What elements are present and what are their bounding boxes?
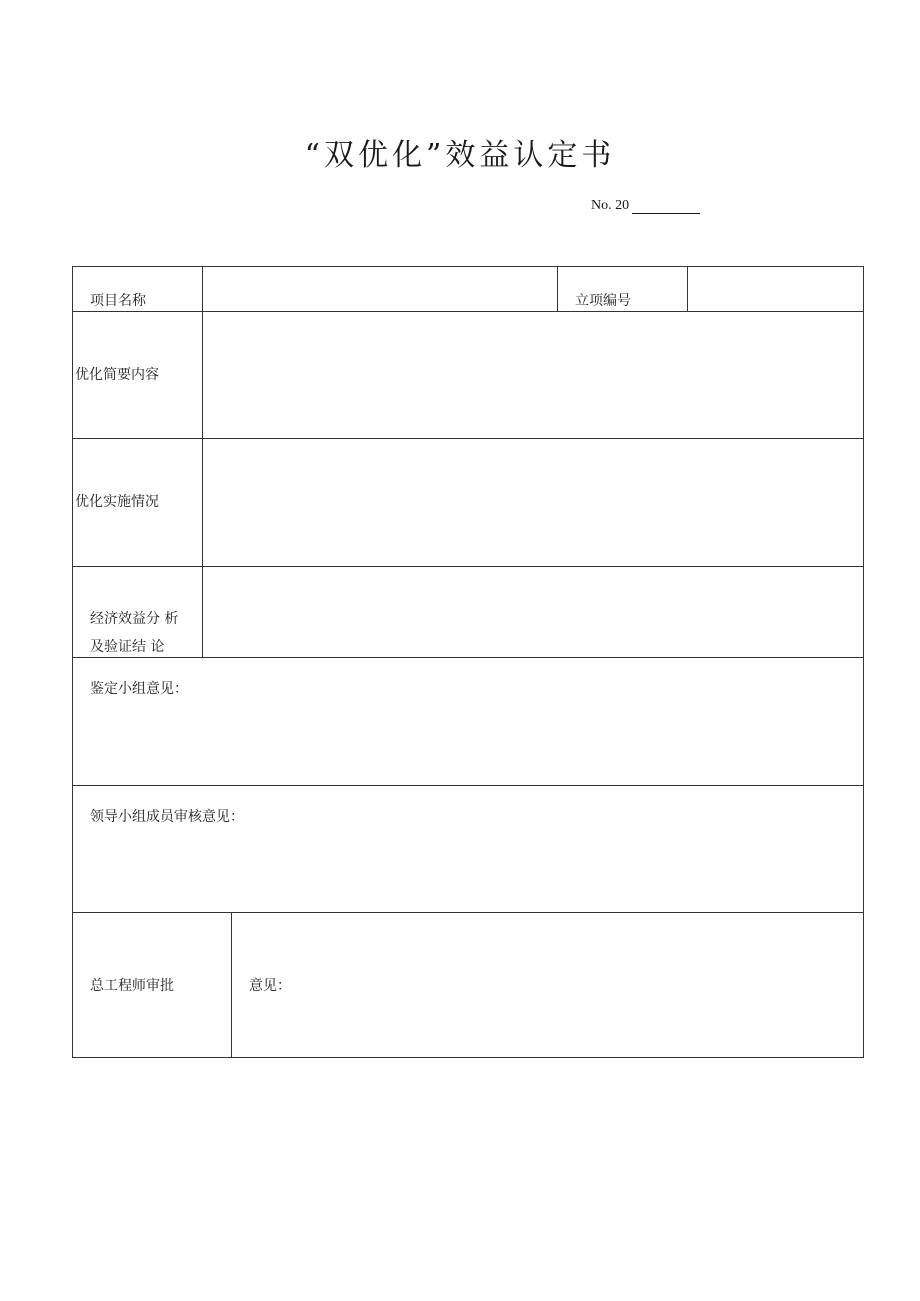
appraisal-group-opinion-label: 鉴定小组意见： [90, 681, 188, 697]
leader-group-opinion-label: 领导小组成员审核意见： [90, 809, 244, 825]
column-divider [687, 267, 688, 311]
chief-engineer-approval-label: 总工程师审批 [90, 978, 174, 994]
document-number-label: No. 20 [591, 198, 630, 213]
economic-analysis-label-line2: 及验证结 论 [90, 639, 165, 655]
optimization-summary-label: 优化简要内容 [75, 367, 159, 383]
leader-group-opinion-field[interactable] [73, 831, 863, 911]
implementation-status-label: 优化实施情况 [75, 494, 159, 510]
approval-form-table [72, 266, 864, 1058]
implementation-status-field[interactable] [204, 439, 863, 565]
appraisal-group-opinion-field[interactable] [73, 703, 863, 784]
column-divider [202, 267, 203, 657]
column-divider [557, 267, 558, 311]
document-number-field[interactable] [632, 199, 700, 214]
document-number [591, 198, 700, 214]
project-number-label: 立项编号 [575, 293, 631, 309]
document-title: “双优化”效益认定书 [304, 138, 616, 173]
row-divider [73, 785, 863, 786]
economic-analysis-label-line1: 经济效益分 析 [90, 611, 179, 627]
project-name-field[interactable] [204, 267, 556, 310]
optimization-summary-field[interactable] [204, 312, 863, 437]
project-number-field[interactable] [689, 267, 863, 310]
project-name-label: 项目名称 [90, 293, 146, 309]
chief-engineer-opinion-field[interactable] [303, 913, 863, 1057]
column-divider [231, 912, 232, 1057]
chief-engineer-opinion-label: 意见： [249, 978, 291, 994]
economic-analysis-field[interactable] [204, 567, 863, 656]
row-divider [73, 657, 863, 658]
